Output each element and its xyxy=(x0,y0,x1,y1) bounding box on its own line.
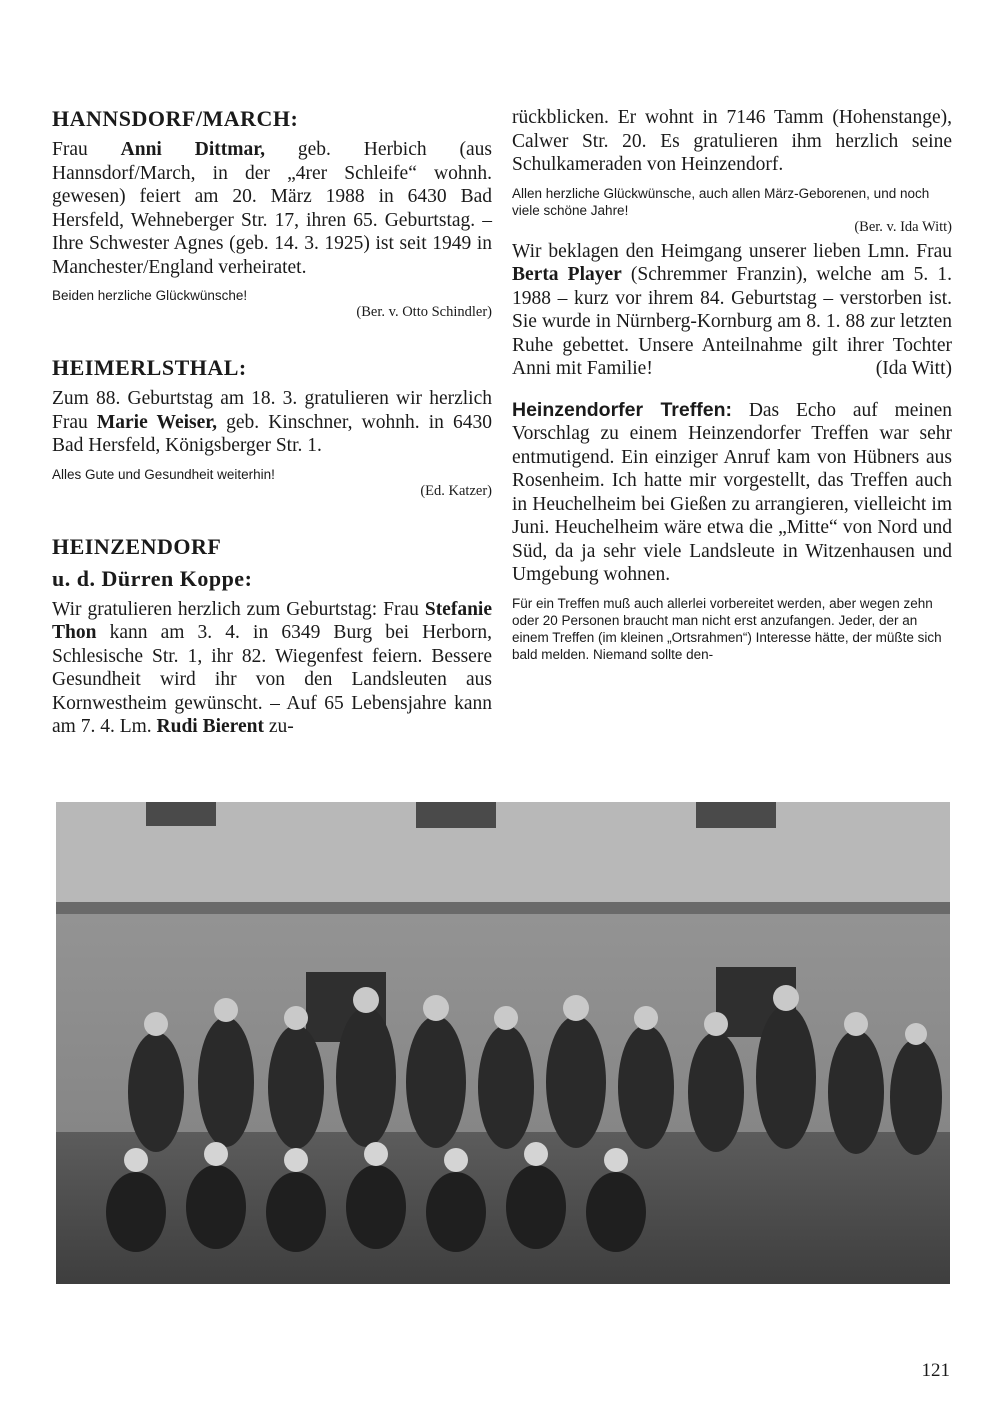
paragraph-continuation: rückblicken. Er wohnt in 7146 Tamm (Hohenstange), Calwer Str. 20. Es gratulieren ihm herzlich seine Schulkameraden von Heinzendorf. xyxy=(512,107,952,175)
run-in-heading: Heinzendorfer Treffen: xyxy=(512,398,732,421)
paragraph-hannsdorf xyxy=(52,138,492,279)
signature-ida-witt: (Ber. v. Ida Witt) xyxy=(854,218,952,235)
section-heading-hannsdorf: HANNSDORF/MARCH: xyxy=(52,106,299,131)
text-run: kann am 3. 4. in 6349 Burg bei Herborn, Schlesische Str. 1, ihr 82. Wiegenfest feiern. Bessere Gesundheit wird ihr von den Landsleuten aus Kornwestheim gewünscht. – Auf 65 Lebensjahre kann am 7. 4. Lm. xyxy=(52,622,492,737)
text-run: Zum 88. Geburtstag am 18. 3. gratulieren wir herzlich Frau xyxy=(52,388,492,433)
signature-heimerlsthal: (Ed. Katzer) xyxy=(420,482,492,499)
bold-name: Berta Player xyxy=(512,264,622,285)
page-number: 121 xyxy=(921,1360,950,1381)
group-photo xyxy=(56,802,950,1284)
bold-name: Stefanie Thon xyxy=(52,598,492,643)
text-run: Wir gratulieren herzlich zum Geburtstag: Frau xyxy=(52,598,425,620)
note-treffen: Für ein Treffen muß auch allerlei vorbereitet werden, aber wegen zehn oder 20 Personen braucht man nicht erst anzufangen. Jeder, der an einem Treffen (im kleinen „Ortsrahmen“) Interesse hätte, der müßte sich bald melden. Niemand sollte den- xyxy=(512,595,942,662)
paragraph-treffen xyxy=(512,399,952,587)
text-run: Das Echo auf meinen Vorschlag zu einem Heinzendorfer Treffen war sehr entmutigend. Ein einziger Anruf kam von Hübners aus Rosenheim. Ich hatte mir vorgestellt, das Treffen auch in Heuchelheim bei Gießen zu arrangieren, vielleicht im Juni. Heuchelheim wäre etwa die „Mitte“ von Nord und Süd, da ja sehr viele Landsleute in Witzenhausen und Umgebung wohnen. xyxy=(512,399,952,585)
paragraph-obituary xyxy=(512,240,952,381)
paragraph-heinzendorf xyxy=(52,598,492,739)
note-hannsdorf: Beiden herzliche Glückwünsche! xyxy=(52,288,248,303)
bold-name: Marie Weiser, xyxy=(96,411,218,433)
text-run: geb. Herbich (aus Hannsdorf/March, in der „4rer Schleife“ wohnh. gewesen) feiert am 20. März 1988 in 6430 Bad Hersfeld, Wehneberger Str. 17, ihren 65. Geburtstag. – Ihre Schwester Agnes (geb. 14. 3. 1925) ist seit 1949 in Manchester/England verheiratet. xyxy=(52,139,492,278)
text-run: zu- xyxy=(263,716,294,737)
signature-obituary: (Ida Witt) xyxy=(875,358,952,379)
bold-name: Rudi Bierent xyxy=(156,716,264,737)
section-subheading-heinzendorf: u. d. Dürren Koppe: xyxy=(52,565,253,591)
bold-name: Anni Dittmar, xyxy=(120,139,265,160)
note-greetings: Allen herzliche Glückwünsche, auch allen März-Geborenen, und noch viele schöne Jahre! xyxy=(512,185,930,218)
signature-hannsdorf: (Ber. v. Otto Schindler) xyxy=(356,304,492,320)
text-run: (Schremmer Franzin), welche am 5. 1. 1988 – kurz vor ihrem 84. Geburtstag – verstorben ist. Sie wurde in Nürnberg-Kornburg am 8. 1. 88 zur letzten Ruhe gebettet. Unsere Anteilnahme gilt ihrer Tochter Anni mit Familie! xyxy=(512,264,953,379)
group-photo-illustration xyxy=(56,802,950,1284)
text-run: geb. Kinschner, wohnh. in 6430 Bad Hersfeld, Königsberger Str. 1. xyxy=(52,411,492,456)
section-heading-heimerlsthal: HEIMERLSTHAL: xyxy=(52,355,247,380)
text-run: Wir beklagen den Heimgang unserer lieben Lmn. Frau xyxy=(512,240,952,262)
paragraph-heimerlsthal xyxy=(52,387,492,458)
section-heading-heinzendorf: HEINZENDORF xyxy=(52,533,222,559)
note-heimerlsthal: Alles Gute und Gesundheit weiterhin! xyxy=(52,466,275,482)
left-column xyxy=(52,106,492,739)
text-run: Frau xyxy=(52,139,121,160)
right-column xyxy=(512,106,952,663)
